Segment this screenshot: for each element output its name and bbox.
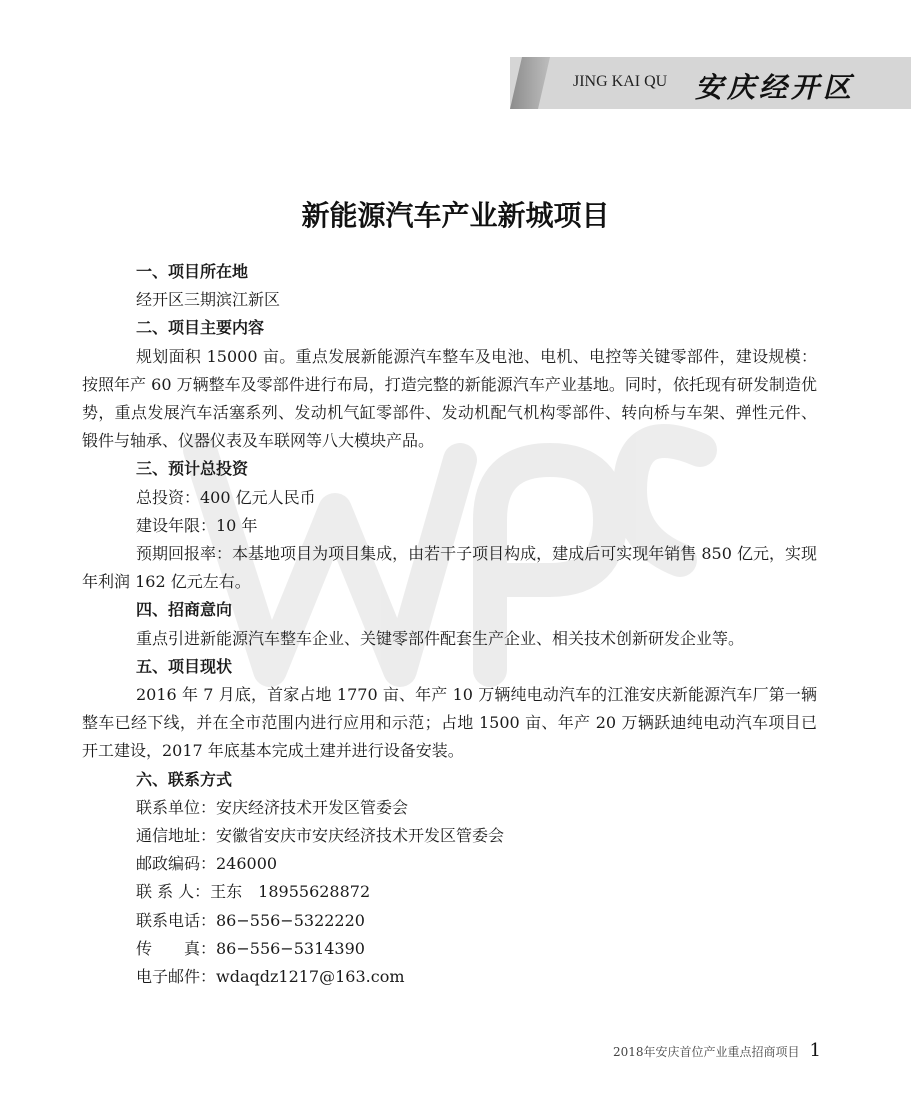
body-line: 通信地址：安徽省安庆市安庆经济技术开发区管委会 <box>136 826 505 846</box>
body-paragraph: 规划面积 15000 亩。重点发展新能源汽车整车及电池、电机、电控等关键零部件，建设规模：按照年产 60 万辆整车及零部件进行布局，打造完整的新能源汽车产业基地。同时，依托现有研发制造优势，重点发展汽车活塞系列、发动机气缸零部件、发动机配气机构零部件、转向桥与车架、弹性元件、锻件与轴承、仪器仪表及车联网等八大模块产品。 <box>82 346 817 451</box>
header-chinese: 安庆经开区 <box>695 71 856 104</box>
body-line: 传 真：86−556−5314390 <box>136 938 365 958</box>
header-english: JING KAI QU <box>573 73 668 90</box>
section-heading: 四、招商意向 <box>136 600 233 620</box>
body-paragraph: 2016 年 7 月底，首家占地 1770 亩、年产 10 万辆纯电动汽车的江淮安庆新能源汽车厂第一辆整车已经下线，并在全市范围内进行应用和示范；占地 1500 亩、年产 20 万辆跃迪纯电动汽车项目已开工建设，2017 年底基本完成土建并进行设备安装。 <box>82 685 817 761</box>
body-line: 总投资：400 亿元人民币 <box>136 487 316 507</box>
section-heading: 一、项目所在地 <box>136 262 249 281</box>
body-line: 电子邮件：wdaqdz1217@163.com <box>136 967 405 987</box>
body-line: 建设年限：10 年 <box>136 515 258 535</box>
body-line: 经开区三期滨江新区 <box>136 290 281 310</box>
body-line: 联 系 人：王东 18955628872 <box>136 882 371 902</box>
document-body <box>82 258 817 991</box>
section-heading: 五、项目现状 <box>136 656 233 676</box>
page-footer <box>613 1040 821 1061</box>
section-heading: 六、联系方式 <box>136 769 233 789</box>
body-line: 重点引进新能源汽车整车企业、关键零部件配套生产企业、相关技术创新研发企业等。 <box>136 628 745 648</box>
section-heading: 二、项目主要内容 <box>136 318 265 338</box>
footer-text: 2018年安庆首位产业重点招商项目 <box>613 1045 800 1059</box>
page-number: 1 <box>809 1040 821 1061</box>
section-heading: 三、预计总投资 <box>136 459 249 479</box>
page-title: 新能源汽车产业新城项目 <box>301 199 610 232</box>
body-line: 联系单位：安庆经济技术开发区管委会 <box>136 797 409 817</box>
body-line: 联系电话：86−556−5322220 <box>136 910 365 930</box>
body-paragraph: 预期回报率：本基地项目为项目集成，由若干子项目构成，建成后可实现年销售 850 亿元，实现年利润 162 亿元左右。 <box>82 544 817 592</box>
body-line: 邮政编码：246000 <box>136 854 278 874</box>
